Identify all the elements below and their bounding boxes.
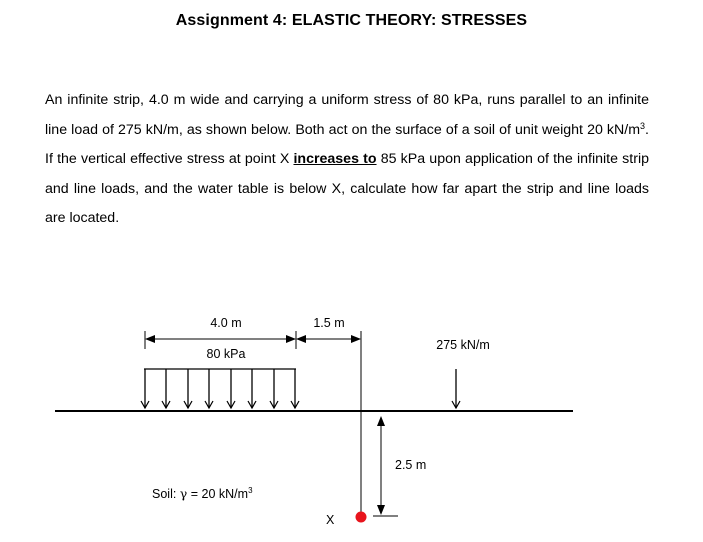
offset-label: 1.5 m [313, 316, 345, 330]
unit-superscript: 3 [640, 120, 646, 131]
problem-text-2: . If the vertical effective stress at point X [45, 121, 649, 167]
soil-unit-superscript: 3 [248, 486, 253, 495]
soil-unit-weight: = 20 kN/m [187, 487, 249, 501]
depth-label: 2.5 m [395, 458, 427, 472]
strip-stress-label: 80 kPa [206, 347, 246, 361]
emphasis-increases-to: increases to [293, 151, 377, 167]
line-load-label: 275 kN/m [436, 338, 490, 352]
point-x-label: X [326, 513, 335, 527]
problem-text-1: An infinite strip, 4.0 m wide and carrying a uniform stress of 80 kPa, runs parallel to an infinite line load of 275 kN/m, as shown below. Both act on the surface of a soil of unit weight 20 kN/m [45, 92, 649, 138]
strip-load-arrows [145, 369, 295, 408]
gamma-symbol: γ [179, 486, 188, 501]
title-main: ELASTIC THEORY: STRESSES [291, 12, 528, 29]
strip-width-label: 4.0 m [210, 316, 242, 330]
soil-label [152, 486, 253, 501]
point-x-marker [356, 512, 367, 523]
soil-prefix: Soil: [152, 487, 180, 501]
problem-text-3: 85 kPa upon application of the infinite strip and line loads, and the water table is below X, calculate how far apart the strip and line loads are located. [45, 151, 649, 226]
title-prefix: Assignment 4: [175, 12, 292, 29]
